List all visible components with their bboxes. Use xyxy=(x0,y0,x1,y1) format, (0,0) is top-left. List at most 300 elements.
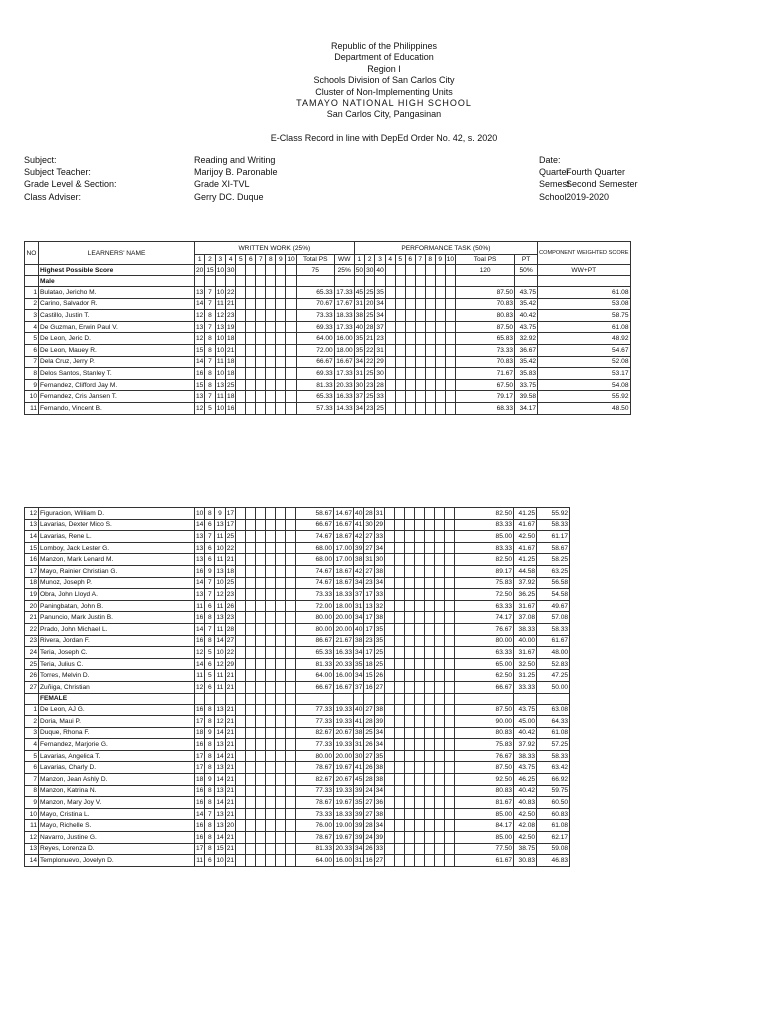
ww-score xyxy=(286,681,296,693)
header-line: Republic of the Philippines xyxy=(330,41,438,51)
pt-score xyxy=(395,832,405,844)
pt-score xyxy=(425,855,435,867)
student-name: Mayo, Rainier Christian G. xyxy=(39,565,195,577)
student-row xyxy=(25,554,570,566)
ww-score xyxy=(246,519,256,531)
pt-score: 16 xyxy=(364,681,374,693)
pt-score xyxy=(385,808,395,820)
component-score: 49.67 xyxy=(537,600,570,612)
ww-score: 18 xyxy=(195,727,205,739)
pt-weighted: 43.75 xyxy=(515,287,538,299)
ww-score xyxy=(266,519,276,531)
pt-score xyxy=(425,681,435,693)
pt-score xyxy=(405,808,415,820)
pt-score: 25 xyxy=(365,287,375,299)
student-name: Reyes, Lorenza D. xyxy=(39,843,195,855)
ww-score xyxy=(286,855,296,867)
pt-total-ps: 62.50 xyxy=(455,670,514,682)
pt-score xyxy=(435,820,445,832)
student-no: 6 xyxy=(25,762,39,774)
ww-score xyxy=(266,785,276,797)
ww-score: 16 xyxy=(195,368,205,380)
ww-score: 7 xyxy=(205,808,215,820)
empty-cell xyxy=(266,276,276,287)
header-line: Cluster of Non-Implementing Units xyxy=(315,86,453,97)
pt-score xyxy=(405,310,415,322)
pt-total-ps: 76.67 xyxy=(455,623,514,635)
student-row xyxy=(25,681,570,693)
ww-score: 11 xyxy=(195,600,205,612)
ww-score xyxy=(256,820,266,832)
pt-score xyxy=(395,379,405,391)
pt-score xyxy=(415,356,425,368)
pt-score xyxy=(425,379,435,391)
ww-weighted: 20.33 xyxy=(334,658,354,670)
ww-total-ps: 72.00 xyxy=(296,344,334,356)
student-row xyxy=(25,333,631,345)
pt-score xyxy=(395,542,405,554)
pt-score: 41 xyxy=(354,519,364,531)
pt-total-ps: 89.17 xyxy=(455,565,514,577)
ww-total-ps: 78.67 xyxy=(296,762,334,774)
pt-score: 38 xyxy=(374,762,384,774)
component-score: 60.83 xyxy=(537,808,570,820)
ww-col-number: 10 xyxy=(287,256,295,263)
hps-pt-score xyxy=(405,265,415,276)
ww-score xyxy=(246,542,256,554)
pt-weighted: 38.33 xyxy=(514,750,537,762)
pt-score xyxy=(435,589,445,601)
ww-weighted: 18.00 xyxy=(334,344,354,356)
empty-cell xyxy=(286,276,296,287)
ww-score xyxy=(276,647,286,659)
pt-score xyxy=(405,797,415,809)
pt-score xyxy=(445,843,455,855)
ww-score: 14 xyxy=(195,658,205,670)
ww-score: 8 xyxy=(205,635,215,647)
pt-score: 38 xyxy=(374,704,384,716)
student-name: De Leon, AJ G. xyxy=(39,704,195,716)
ww-score: 16 xyxy=(195,612,205,624)
student-no: 2 xyxy=(25,716,39,728)
ww-score: 21 xyxy=(225,739,235,751)
pt-ws-header: PT xyxy=(515,255,538,265)
pt-score xyxy=(425,704,435,716)
ww-score xyxy=(256,612,266,624)
pt-score: 38 xyxy=(374,774,384,786)
pt-score: 25 xyxy=(365,391,375,403)
component-score: 61.08 xyxy=(538,321,630,333)
pt-total-ps: 77.50 xyxy=(455,843,514,855)
ww-weighted: 20.67 xyxy=(334,727,354,739)
ww-score xyxy=(276,333,286,345)
ww-score xyxy=(276,589,286,601)
ww-score xyxy=(256,577,266,589)
pt-score xyxy=(405,542,415,554)
ww-score: 8 xyxy=(205,368,215,380)
pt-score xyxy=(435,808,445,820)
pt-total-ps: 75.83 xyxy=(455,577,514,589)
pt-weighted: 41.67 xyxy=(514,542,537,554)
ww-total-ps: 64.00 xyxy=(296,670,334,682)
ww-score xyxy=(236,333,246,345)
student-name: Fernando, Vincent B. xyxy=(39,402,195,414)
pt-score xyxy=(435,832,445,844)
ww-score xyxy=(286,542,296,554)
student-no: 21 xyxy=(25,612,39,624)
ww-score xyxy=(256,298,266,310)
ww-score: 14 xyxy=(215,774,225,786)
ww-header: WRITTEN WORK (25%) xyxy=(195,242,355,255)
pt-score: 38 xyxy=(354,727,364,739)
ww-score xyxy=(266,542,276,554)
hps-no xyxy=(25,265,39,276)
ww-weighted: 19.67 xyxy=(334,832,354,844)
ww-score xyxy=(266,820,276,832)
pt-score: 17 xyxy=(364,612,374,624)
pt-score xyxy=(425,531,435,543)
pt-score xyxy=(445,287,455,299)
ww-col-number: 2 xyxy=(205,255,215,265)
ww-score xyxy=(246,508,256,520)
ww-weighted: 16.33 xyxy=(334,391,354,403)
ww-score xyxy=(246,379,256,391)
ww-total-ps: 66.67 xyxy=(296,519,334,531)
pt-score xyxy=(385,681,395,693)
ww-score: 6 xyxy=(205,519,215,531)
ww-score: 15 xyxy=(215,843,225,855)
student-no: 2 xyxy=(25,298,39,310)
ww-score xyxy=(256,716,266,728)
pt-score xyxy=(445,774,455,786)
empty-cell xyxy=(445,276,455,287)
ww-score xyxy=(236,344,246,356)
student-no: 3 xyxy=(25,727,39,739)
student-name: Fernandez, Marjorie G. xyxy=(39,739,195,751)
pt-score xyxy=(385,333,395,345)
pt-score xyxy=(395,577,405,589)
ww-score: 25 xyxy=(225,577,235,589)
pt-score xyxy=(425,623,435,635)
pt-score xyxy=(395,565,405,577)
pt-score: 34 xyxy=(374,785,384,797)
ww-score: 12 xyxy=(215,716,225,728)
pt-score xyxy=(405,600,415,612)
empty-cell xyxy=(286,693,296,704)
ww-score xyxy=(246,704,256,716)
pt-score xyxy=(405,589,415,601)
pt-score xyxy=(415,716,425,728)
ww-weighted: 19.00 xyxy=(334,820,354,832)
ww-score: 7 xyxy=(205,577,215,589)
ww-total-ps: 69.33 xyxy=(296,368,334,380)
ww-score xyxy=(266,333,276,345)
ww-score xyxy=(246,589,256,601)
student-no: 7 xyxy=(25,356,39,368)
ww-score xyxy=(256,658,266,670)
ww-score: 29 xyxy=(225,658,235,670)
pt-score xyxy=(415,321,425,333)
pt-col-number: 6 xyxy=(405,255,415,265)
pt-total-ps: 61.67 xyxy=(455,855,514,867)
ww-total-ps: 69.33 xyxy=(296,321,334,333)
ww-score xyxy=(266,368,276,380)
ww-score xyxy=(266,727,276,739)
ww-score: 10 xyxy=(195,508,205,520)
student-no: 22 xyxy=(25,623,39,635)
ww-weighted: 20.00 xyxy=(334,623,354,635)
ww-score xyxy=(286,402,296,414)
component-score: 63.08 xyxy=(537,704,570,716)
ww-score: 8 xyxy=(205,704,215,716)
pt-score xyxy=(445,298,455,310)
pt-total-ps: 80.83 xyxy=(456,310,515,322)
component-score: 58.75 xyxy=(538,310,630,322)
ww-score xyxy=(236,379,246,391)
hps-pt-score xyxy=(415,265,425,276)
pt-score: 38 xyxy=(354,635,364,647)
ww-score xyxy=(266,379,276,391)
pt-score xyxy=(385,321,395,333)
ww-total-ps: 74.67 xyxy=(296,577,334,589)
pt-score xyxy=(415,797,425,809)
ww-weighted: 19.33 xyxy=(334,704,354,716)
ww-score: 20 xyxy=(225,820,235,832)
pt-score: 25 xyxy=(375,402,385,414)
info-right-label: School xyxy=(539,191,567,202)
ww-score: 25 xyxy=(225,531,235,543)
pt-score xyxy=(435,554,445,566)
pt-score xyxy=(415,843,425,855)
pt-score xyxy=(405,832,415,844)
ww-score xyxy=(266,774,276,786)
ww-score xyxy=(256,704,266,716)
pt-score xyxy=(395,774,405,786)
student-name: De Guzman, Erwin Paul V. xyxy=(39,321,195,333)
section-label: Male xyxy=(39,276,195,287)
pt-score: 28 xyxy=(364,716,374,728)
pt-score xyxy=(425,727,435,739)
ww-score: 18 xyxy=(226,333,236,345)
pt-score: 23 xyxy=(365,379,375,391)
student-row xyxy=(25,368,631,380)
student-name: Figuracion, William D. xyxy=(39,508,195,520)
component-score: 61.08 xyxy=(538,287,630,299)
ww-col-number: 8 xyxy=(266,255,276,265)
component-score: 50.00 xyxy=(537,681,570,693)
ww-score xyxy=(236,391,246,403)
pt-weighted: 34.17 xyxy=(515,402,538,414)
component-score: 48.92 xyxy=(538,333,630,345)
ww-score: 8 xyxy=(205,762,215,774)
empty-cell xyxy=(354,693,364,704)
pt-score xyxy=(435,287,445,299)
pt-score xyxy=(435,612,445,624)
ww-score: 23 xyxy=(225,589,235,601)
ww-col-number: 4 xyxy=(226,255,236,265)
ww-score: 21 xyxy=(225,750,235,762)
header-line: Region I xyxy=(367,63,401,74)
ww-score: 8 xyxy=(205,739,215,751)
pt-score: 29 xyxy=(374,519,384,531)
ww-score xyxy=(236,577,246,589)
ww-score xyxy=(276,739,286,751)
empty-cell xyxy=(385,276,395,287)
ww-score: 18 xyxy=(226,356,236,368)
pt-score xyxy=(405,298,415,310)
ww-total-ps: 57.33 xyxy=(296,402,334,414)
info-values xyxy=(194,154,278,203)
component-score: 52.83 xyxy=(537,658,570,670)
ww-score: 10 xyxy=(215,402,225,414)
ww-score: 11 xyxy=(215,298,225,310)
hps-pt-score xyxy=(395,265,405,276)
pt-score xyxy=(395,843,405,855)
pt-score xyxy=(445,797,455,809)
student-row xyxy=(25,321,631,333)
student-row xyxy=(25,542,570,554)
ww-score xyxy=(286,727,296,739)
ww-total-ps: 86.67 xyxy=(296,635,334,647)
pt-total-ps: 90.00 xyxy=(455,716,514,728)
ww-score xyxy=(236,321,246,333)
ww-score xyxy=(256,519,266,531)
ww-score xyxy=(246,356,256,368)
pt-score: 40 xyxy=(354,321,364,333)
pt-total-ps: 84.17 xyxy=(455,820,514,832)
pt-weighted: 42.08 xyxy=(514,820,537,832)
ww-weighted: 17.33 xyxy=(334,287,354,299)
pt-score xyxy=(405,820,415,832)
ww-score: 17 xyxy=(225,519,235,531)
pt-score xyxy=(445,310,455,322)
pt-score xyxy=(405,843,415,855)
pt-score: 33 xyxy=(374,843,384,855)
pt-score xyxy=(385,855,395,867)
ww-score: 16 xyxy=(195,565,205,577)
pt-total-ps: 72.50 xyxy=(455,589,514,601)
pt-score xyxy=(385,612,395,624)
ww-score: 8 xyxy=(205,716,215,728)
pt-score: 23 xyxy=(364,577,374,589)
ww-score xyxy=(256,750,266,762)
pt-total-ps: 68.33 xyxy=(456,402,515,414)
ww-score: 16 xyxy=(195,704,205,716)
pt-weighted: 39.58 xyxy=(515,391,538,403)
ww-score xyxy=(276,612,286,624)
ww-score: 11 xyxy=(215,391,225,403)
pt-weighted: 42.50 xyxy=(514,531,537,543)
student-row xyxy=(25,635,570,647)
pt-score: 31 xyxy=(354,298,364,310)
pt-score xyxy=(445,832,455,844)
component-score: 61.08 xyxy=(537,820,570,832)
ww-score: 21 xyxy=(225,704,235,716)
ww-score xyxy=(256,600,266,612)
ww-weighted: 20.67 xyxy=(334,774,354,786)
pt-score xyxy=(395,519,405,531)
ww-score xyxy=(236,402,246,414)
pt-score xyxy=(435,681,445,693)
pt-score xyxy=(445,704,455,716)
header-row xyxy=(25,242,631,255)
ww-weighted: 16.00 xyxy=(334,333,354,345)
ww-score xyxy=(266,647,276,659)
ww-score xyxy=(236,519,246,531)
student-no: 9 xyxy=(25,379,39,391)
pt-score xyxy=(445,681,455,693)
pt-score xyxy=(395,298,405,310)
pt-score xyxy=(415,519,425,531)
ww-score: 15 xyxy=(195,379,205,391)
pt-score xyxy=(385,531,395,543)
ww-score: 13 xyxy=(195,391,205,403)
header-line: Department of Education xyxy=(334,52,434,63)
pt-score xyxy=(395,681,405,693)
ww-score xyxy=(266,855,276,867)
student-row xyxy=(25,670,570,682)
student-no: 9 xyxy=(25,797,39,809)
pt-score xyxy=(445,321,455,333)
pt-score: 17 xyxy=(364,589,374,601)
ww-score: 10 xyxy=(215,344,225,356)
ww-score xyxy=(236,750,246,762)
pt-score xyxy=(395,716,405,728)
pt-score xyxy=(435,727,445,739)
pt-score: 27 xyxy=(364,808,374,820)
empty-cell xyxy=(215,276,225,287)
pt-score xyxy=(405,647,415,659)
ww-score: 8 xyxy=(205,508,215,520)
ww-score xyxy=(286,820,296,832)
student-no: 25 xyxy=(25,658,39,670)
ww-total-ps: 72.00 xyxy=(296,600,334,612)
pt-score xyxy=(435,658,445,670)
empty-cell xyxy=(405,276,415,287)
pt-score xyxy=(395,785,405,797)
empty-cell xyxy=(385,693,395,704)
ww-score: 21 xyxy=(225,727,235,739)
ww-score xyxy=(236,704,246,716)
ww-score xyxy=(276,519,286,531)
pt-score: 40 xyxy=(354,704,364,716)
ww-score: 8 xyxy=(205,344,215,356)
ww-score: 17 xyxy=(195,843,205,855)
ww-score xyxy=(256,589,266,601)
pt-weighted: 36.25 xyxy=(514,589,537,601)
pt-score xyxy=(405,402,415,414)
ww-score xyxy=(276,704,286,716)
pt-score xyxy=(405,750,415,762)
component-score: 60.50 xyxy=(537,797,570,809)
ww-score xyxy=(276,298,286,310)
ww-score xyxy=(256,333,266,345)
student-name: De Leon, Jeric D. xyxy=(39,333,195,345)
ww-score xyxy=(256,554,266,566)
pt-score xyxy=(425,321,435,333)
student-row xyxy=(25,855,570,867)
ww-weighted: 19.67 xyxy=(334,762,354,774)
pt-col-number: 1 xyxy=(354,255,364,265)
ww-score: 9 xyxy=(215,508,225,520)
pt-weighted: 43.75 xyxy=(515,321,538,333)
ww-score xyxy=(276,368,286,380)
pt-score xyxy=(385,785,395,797)
ww-score: 8 xyxy=(205,379,215,391)
pt-score xyxy=(425,298,435,310)
pt-score xyxy=(385,670,395,682)
component-score: 63.42 xyxy=(537,762,570,774)
